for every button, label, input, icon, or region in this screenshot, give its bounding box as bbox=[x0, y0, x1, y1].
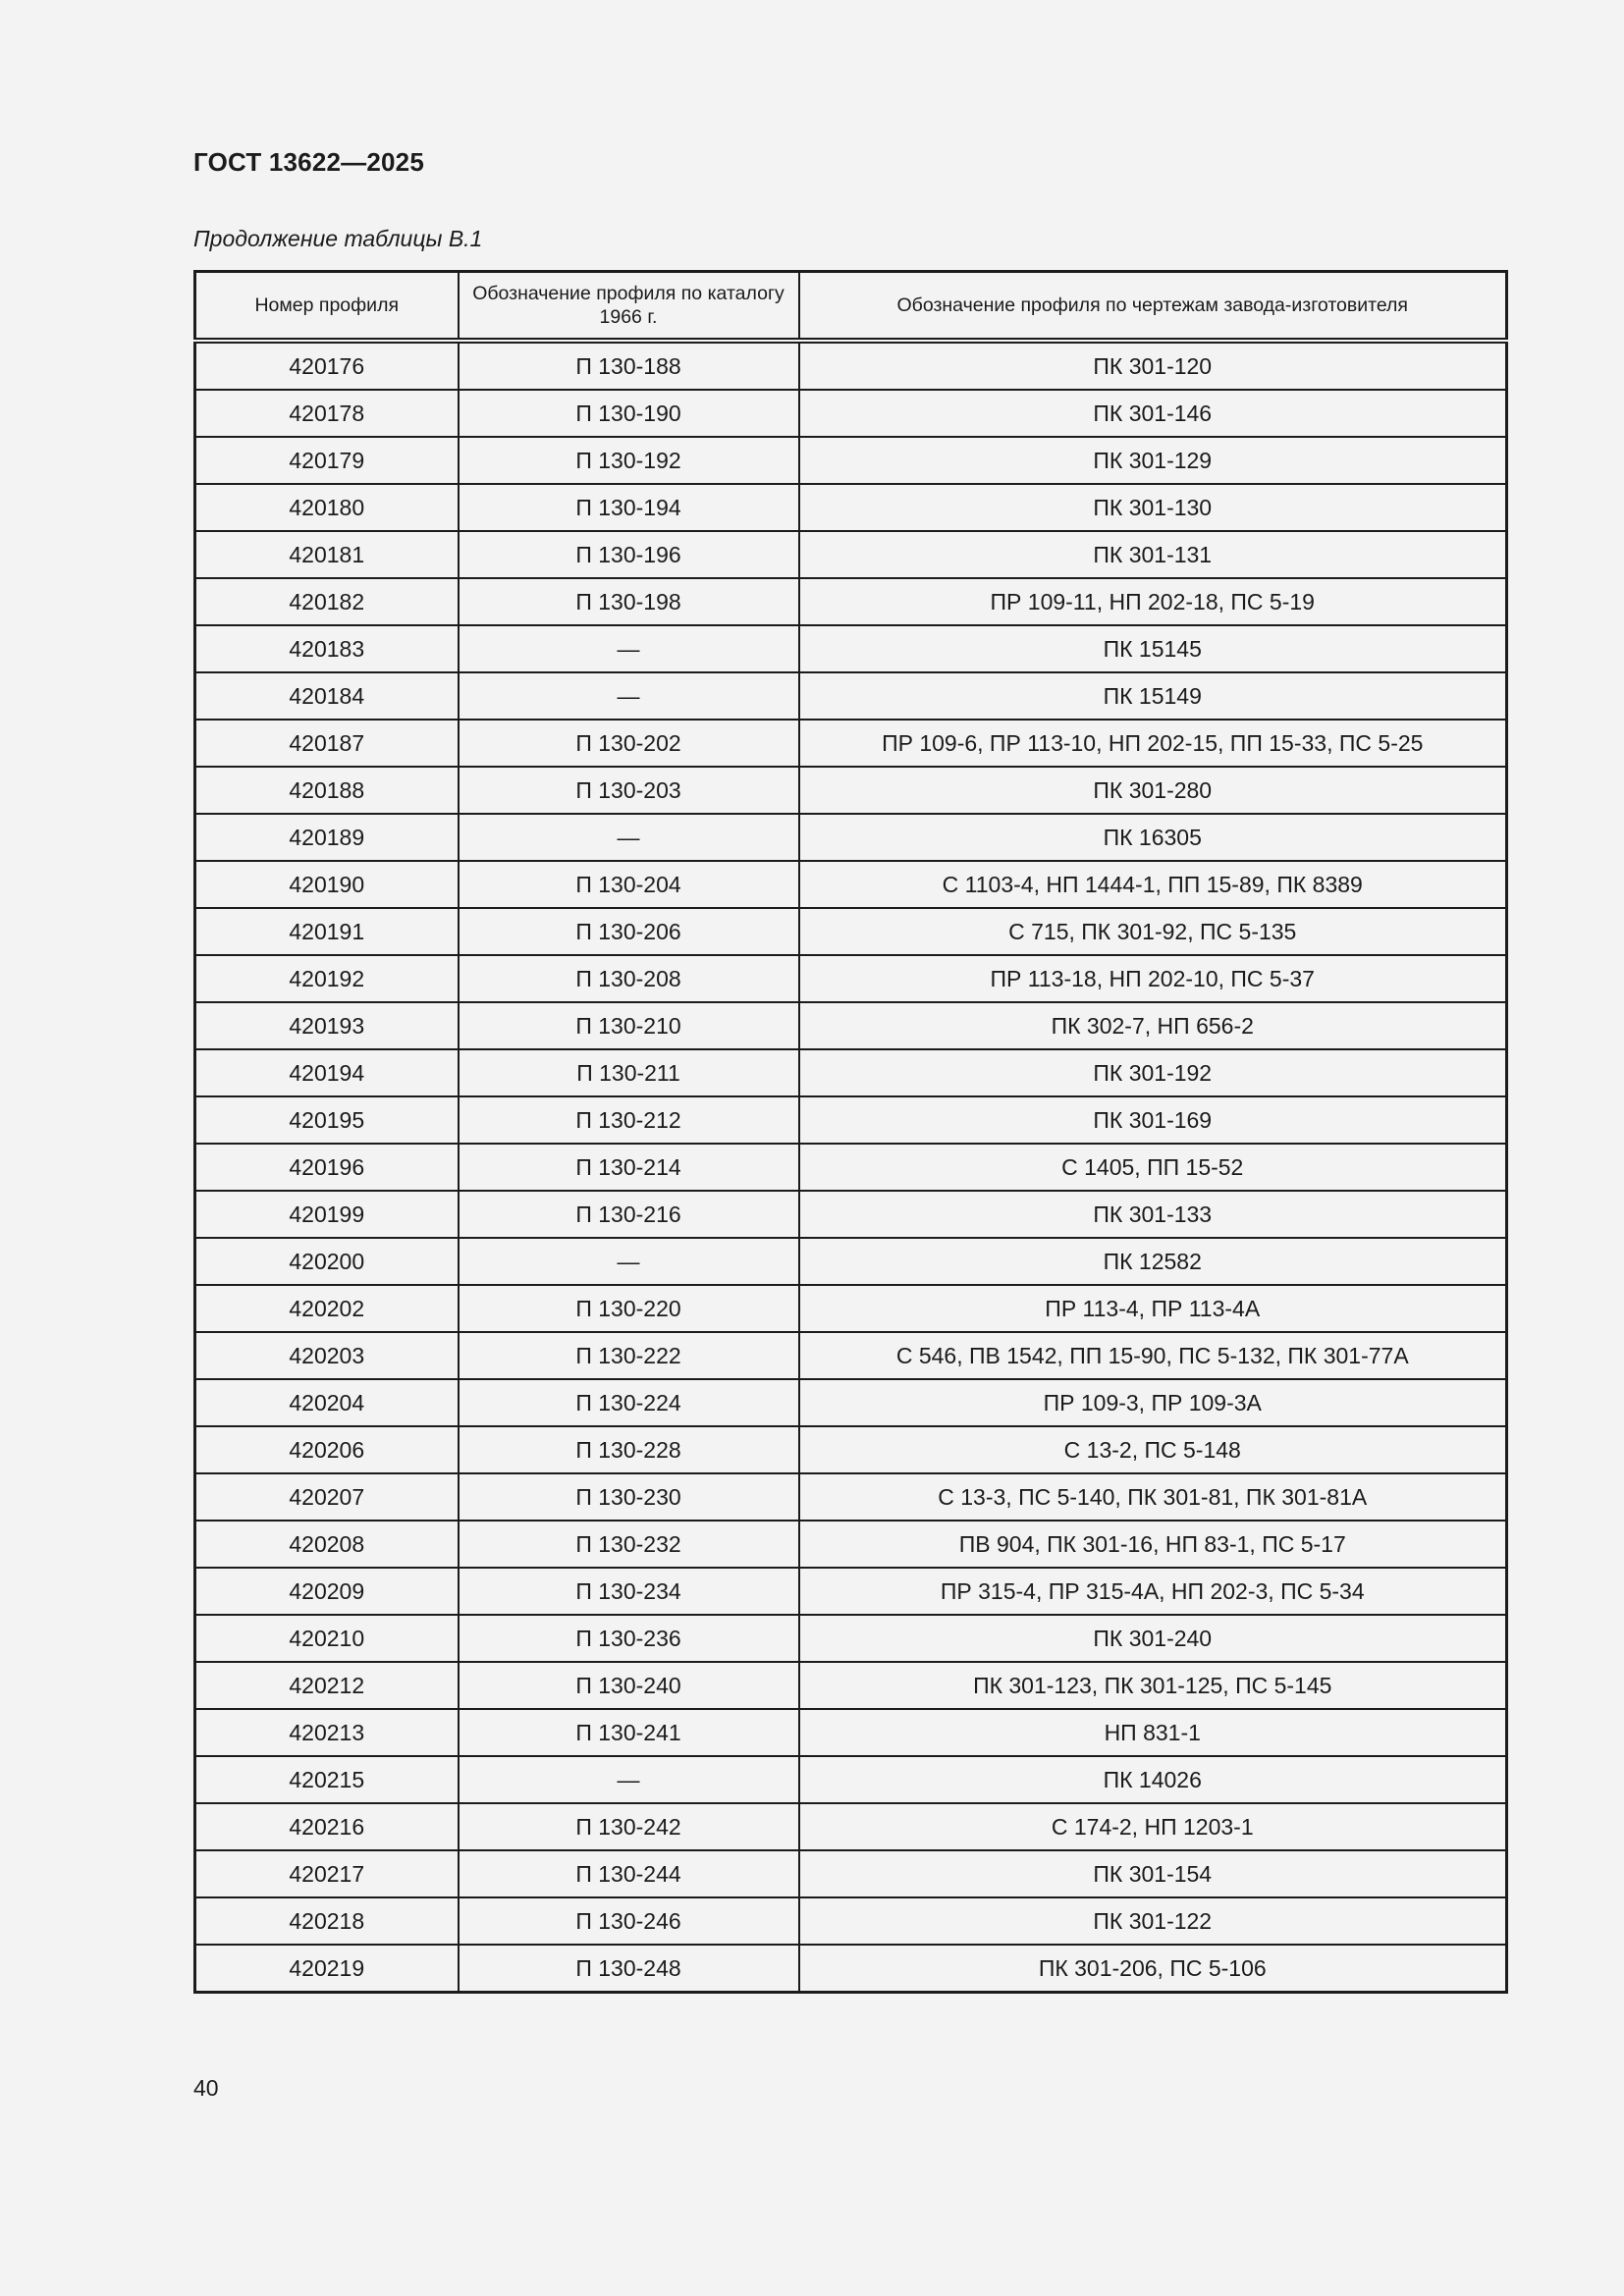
cell-factory-designation: С 715, ПК 301-92, ПС 5-135 bbox=[799, 908, 1507, 955]
cell-factory-designation: ПК 301-240 bbox=[799, 1615, 1507, 1662]
cell-factory-designation: ПК 301-146 bbox=[799, 390, 1507, 437]
cell-profile-number: 420190 bbox=[195, 861, 459, 908]
table-row bbox=[195, 767, 1507, 814]
cell-profile-number: 420195 bbox=[195, 1096, 459, 1144]
table-row bbox=[195, 1568, 1507, 1615]
table-row bbox=[195, 1191, 1507, 1238]
cell-factory-designation: ПР 109-11, НП 202-18, ПС 5-19 bbox=[799, 578, 1507, 625]
table-row bbox=[195, 484, 1507, 531]
table-body bbox=[195, 341, 1507, 1993]
cell-factory-designation: ПК 301-280 bbox=[799, 767, 1507, 814]
table-row bbox=[195, 814, 1507, 861]
cell-factory-designation: НП 831-1 bbox=[799, 1709, 1507, 1756]
cell-factory-designation: ПК 301-154 bbox=[799, 1850, 1507, 1897]
table-row bbox=[195, 437, 1507, 484]
cell-factory-designation: ПР 315-4, ПР 315-4А, НП 202-3, ПС 5-34 bbox=[799, 1568, 1507, 1615]
cell-profile-number: 420212 bbox=[195, 1662, 459, 1709]
cell-catalog-1966: П 130-196 bbox=[459, 531, 799, 578]
cell-factory-designation: ПК 302-7, НП 656-2 bbox=[799, 1002, 1507, 1049]
cell-factory-designation: ПК 301-129 bbox=[799, 437, 1507, 484]
cell-catalog-1966: П 130-198 bbox=[459, 578, 799, 625]
table-row bbox=[195, 1049, 1507, 1096]
cell-profile-number: 420199 bbox=[195, 1191, 459, 1238]
profile-table bbox=[193, 270, 1508, 1994]
table-row bbox=[195, 578, 1507, 625]
cell-profile-number: 420179 bbox=[195, 437, 459, 484]
table-row bbox=[195, 1662, 1507, 1709]
cell-catalog-1966: — bbox=[459, 625, 799, 672]
table-row bbox=[195, 625, 1507, 672]
cell-factory-designation: ПР 109-6, ПР 113-10, НП 202-15, ПП 15-33, ПС 5-25 bbox=[799, 720, 1507, 767]
cell-catalog-1966: П 130-210 bbox=[459, 1002, 799, 1049]
column-header-catalog-1966: Обозначение профиля по каталогу 1966 г. bbox=[459, 272, 799, 342]
profile-table-container bbox=[193, 270, 1508, 1994]
cell-catalog-1966: П 130-228 bbox=[459, 1426, 799, 1473]
cell-factory-designation: ПР 109-3, ПР 109-3А bbox=[799, 1379, 1507, 1426]
cell-profile-number: 420192 bbox=[195, 955, 459, 1002]
cell-factory-designation: ПК 301-123, ПК 301-125, ПС 5-145 bbox=[799, 1662, 1507, 1709]
table-row bbox=[195, 1803, 1507, 1850]
cell-catalog-1966: П 130-234 bbox=[459, 1568, 799, 1615]
cell-profile-number: 420215 bbox=[195, 1756, 459, 1803]
table-row bbox=[195, 861, 1507, 908]
cell-catalog-1966: П 130-204 bbox=[459, 861, 799, 908]
cell-factory-designation: ПК 301-192 bbox=[799, 1049, 1507, 1096]
table-row bbox=[195, 1521, 1507, 1568]
cell-profile-number: 420210 bbox=[195, 1615, 459, 1662]
table-row bbox=[195, 1945, 1507, 1993]
table-row bbox=[195, 1096, 1507, 1144]
cell-profile-number: 420184 bbox=[195, 672, 459, 720]
table-row bbox=[195, 908, 1507, 955]
cell-factory-designation: С 13-2, ПС 5-148 bbox=[799, 1426, 1507, 1473]
cell-profile-number: 420203 bbox=[195, 1332, 459, 1379]
cell-profile-number: 420218 bbox=[195, 1897, 459, 1945]
cell-factory-designation: ПК 15145 bbox=[799, 625, 1507, 672]
cell-catalog-1966: П 130-208 bbox=[459, 955, 799, 1002]
table-row bbox=[195, 390, 1507, 437]
cell-catalog-1966: П 130-244 bbox=[459, 1850, 799, 1897]
cell-profile-number: 420206 bbox=[195, 1426, 459, 1473]
cell-factory-designation: ПВ 904, ПК 301-16, НП 83-1, ПС 5-17 bbox=[799, 1521, 1507, 1568]
cell-profile-number: 420183 bbox=[195, 625, 459, 672]
table-row bbox=[195, 1379, 1507, 1426]
table-row bbox=[195, 1615, 1507, 1662]
cell-profile-number: 420202 bbox=[195, 1285, 459, 1332]
cell-catalog-1966: П 130-216 bbox=[459, 1191, 799, 1238]
cell-catalog-1966: П 130-190 bbox=[459, 390, 799, 437]
table-row bbox=[195, 1897, 1507, 1945]
cell-catalog-1966: П 130-188 bbox=[459, 341, 799, 390]
column-header-profile-number: Номер профиля bbox=[195, 272, 459, 342]
cell-profile-number: 420178 bbox=[195, 390, 459, 437]
cell-factory-designation: ПК 301-122 bbox=[799, 1897, 1507, 1945]
cell-profile-number: 420209 bbox=[195, 1568, 459, 1615]
table-row bbox=[195, 1473, 1507, 1521]
cell-catalog-1966: П 130-230 bbox=[459, 1473, 799, 1521]
table-row bbox=[195, 341, 1507, 390]
cell-catalog-1966: П 130-214 bbox=[459, 1144, 799, 1191]
cell-factory-designation: ПК 301-169 bbox=[799, 1096, 1507, 1144]
cell-catalog-1966: П 130-222 bbox=[459, 1332, 799, 1379]
cell-factory-designation: ПК 15149 bbox=[799, 672, 1507, 720]
column-header-factory-drawings: Обозначение профиля по чертежам завода-изготовителя bbox=[799, 272, 1507, 342]
cell-profile-number: 420208 bbox=[195, 1521, 459, 1568]
cell-catalog-1966: П 130-248 bbox=[459, 1945, 799, 1993]
table-row bbox=[195, 1002, 1507, 1049]
table-row bbox=[195, 672, 1507, 720]
cell-catalog-1966: П 130-224 bbox=[459, 1379, 799, 1426]
table-row bbox=[195, 1285, 1507, 1332]
cell-factory-designation: ПК 301-120 bbox=[799, 341, 1507, 390]
cell-factory-designation: С 1103-4, НП 1444-1, ПП 15-89, ПК 8389 bbox=[799, 861, 1507, 908]
cell-factory-designation: ПР 113-4, ПР 113-4А bbox=[799, 1285, 1507, 1332]
cell-catalog-1966: П 130-241 bbox=[459, 1709, 799, 1756]
cell-catalog-1966: — bbox=[459, 1756, 799, 1803]
cell-factory-designation: С 174-2, НП 1203-1 bbox=[799, 1803, 1507, 1850]
cell-profile-number: 420180 bbox=[195, 484, 459, 531]
cell-catalog-1966: П 130-202 bbox=[459, 720, 799, 767]
cell-profile-number: 420187 bbox=[195, 720, 459, 767]
cell-factory-designation: С 1405, ПП 15-52 bbox=[799, 1144, 1507, 1191]
table-row bbox=[195, 1756, 1507, 1803]
cell-catalog-1966: П 130-203 bbox=[459, 767, 799, 814]
cell-profile-number: 420213 bbox=[195, 1709, 459, 1756]
cell-factory-designation: ПК 301-131 bbox=[799, 531, 1507, 578]
table-caption: Продолжение таблицы В.1 bbox=[193, 226, 483, 251]
cell-catalog-1966: П 130-194 bbox=[459, 484, 799, 531]
cell-profile-number: 420181 bbox=[195, 531, 459, 578]
cell-catalog-1966: П 130-220 bbox=[459, 1285, 799, 1332]
table-row bbox=[195, 1426, 1507, 1473]
cell-catalog-1966: П 130-236 bbox=[459, 1615, 799, 1662]
cell-profile-number: 420219 bbox=[195, 1945, 459, 1993]
table-row bbox=[195, 720, 1507, 767]
cell-factory-designation: ПК 16305 bbox=[799, 814, 1507, 861]
cell-profile-number: 420191 bbox=[195, 908, 459, 955]
cell-catalog-1966: П 130-246 bbox=[459, 1897, 799, 1945]
cell-profile-number: 420217 bbox=[195, 1850, 459, 1897]
cell-profile-number: 420189 bbox=[195, 814, 459, 861]
cell-factory-designation: ПК 301-206, ПС 5-106 bbox=[799, 1945, 1507, 1993]
table-row bbox=[195, 955, 1507, 1002]
document-id: ГОСТ 13622—2025 bbox=[193, 147, 424, 177]
cell-catalog-1966: П 130-240 bbox=[459, 1662, 799, 1709]
cell-catalog-1966: П 130-242 bbox=[459, 1803, 799, 1850]
cell-catalog-1966: П 130-211 bbox=[459, 1049, 799, 1096]
cell-factory-designation: ПР 113-18, НП 202-10, ПС 5-37 bbox=[799, 955, 1507, 1002]
cell-profile-number: 420194 bbox=[195, 1049, 459, 1096]
cell-profile-number: 420188 bbox=[195, 767, 459, 814]
cell-profile-number: 420216 bbox=[195, 1803, 459, 1850]
table-header bbox=[195, 272, 1507, 342]
cell-profile-number: 420193 bbox=[195, 1002, 459, 1049]
cell-profile-number: 420182 bbox=[195, 578, 459, 625]
cell-catalog-1966: — bbox=[459, 672, 799, 720]
table-row bbox=[195, 531, 1507, 578]
cell-catalog-1966: П 130-212 bbox=[459, 1096, 799, 1144]
cell-profile-number: 420200 bbox=[195, 1238, 459, 1285]
table-row bbox=[195, 1144, 1507, 1191]
cell-factory-designation: ПК 301-130 bbox=[799, 484, 1507, 531]
table-row bbox=[195, 1709, 1507, 1756]
cell-factory-designation: ПК 12582 bbox=[799, 1238, 1507, 1285]
table-row bbox=[195, 1850, 1507, 1897]
cell-profile-number: 420204 bbox=[195, 1379, 459, 1426]
cell-factory-designation: С 546, ПВ 1542, ПП 15-90, ПС 5-132, ПК 301-77А bbox=[799, 1332, 1507, 1379]
cell-catalog-1966: П 130-232 bbox=[459, 1521, 799, 1568]
cell-catalog-1966: П 130-206 bbox=[459, 908, 799, 955]
table-row bbox=[195, 1332, 1507, 1379]
cell-catalog-1966: — bbox=[459, 814, 799, 861]
cell-factory-designation: С 13-3, ПС 5-140, ПК 301-81, ПК 301-81А bbox=[799, 1473, 1507, 1521]
cell-profile-number: 420207 bbox=[195, 1473, 459, 1521]
cell-profile-number: 420176 bbox=[195, 341, 459, 390]
table-row bbox=[195, 1238, 1507, 1285]
cell-factory-designation: ПК 301-133 bbox=[799, 1191, 1507, 1238]
cell-catalog-1966: — bbox=[459, 1238, 799, 1285]
page-number: 40 bbox=[193, 2075, 219, 2101]
cell-factory-designation: ПК 14026 bbox=[799, 1756, 1507, 1803]
cell-catalog-1966: П 130-192 bbox=[459, 437, 799, 484]
table-header-row bbox=[195, 272, 1507, 342]
cell-profile-number: 420196 bbox=[195, 1144, 459, 1191]
